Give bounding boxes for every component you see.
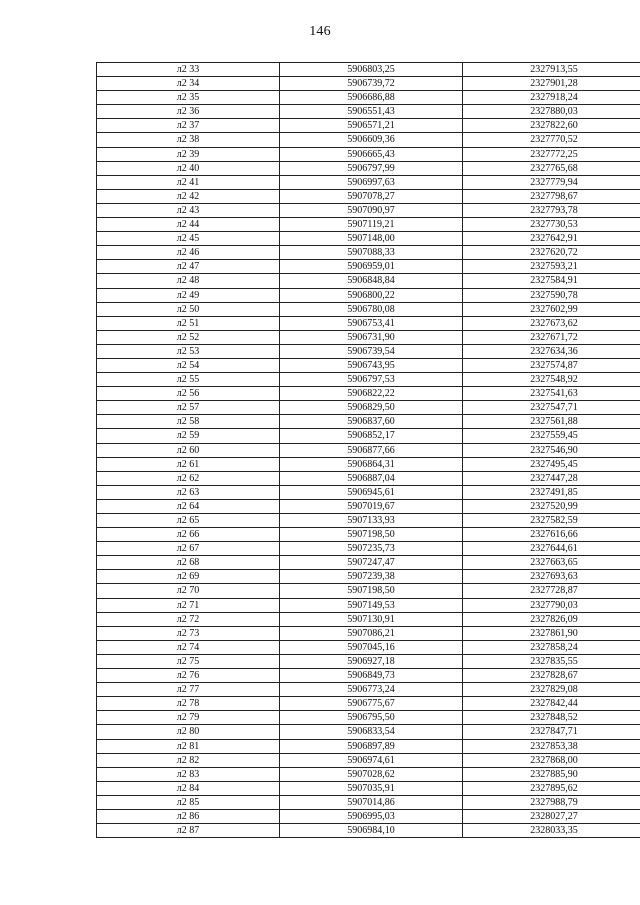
- y-coordinate-cell: 2327693,63: [463, 570, 640, 584]
- table-row: [97, 725, 640, 739]
- point-name-cell: л2 74: [97, 640, 280, 654]
- y-coordinate-cell: 2327730,53: [463, 218, 640, 232]
- point-name-cell: л2 51: [97, 316, 280, 330]
- point-name-cell: л2 64: [97, 499, 280, 513]
- x-coordinate-cell: 5906995,03: [280, 809, 463, 823]
- x-coordinate-cell: 5906849,73: [280, 669, 463, 683]
- table-row: [97, 429, 640, 443]
- page-number: 146: [309, 24, 331, 39]
- y-coordinate-cell: 2327548,92: [463, 373, 640, 387]
- y-coordinate-cell: 2327728,87: [463, 584, 640, 598]
- y-coordinate-cell: 2327546,90: [463, 443, 640, 457]
- y-coordinate-cell: 2327918,24: [463, 91, 640, 105]
- table-row: [97, 542, 640, 556]
- x-coordinate-cell: 5906731,90: [280, 330, 463, 344]
- table-row: [97, 91, 640, 105]
- table-row: [97, 189, 640, 203]
- point-name-cell: л2 69: [97, 570, 280, 584]
- coordinates-table: [96, 62, 640, 838]
- x-coordinate-cell: 5907148,00: [280, 232, 463, 246]
- y-coordinate-cell: 2327602,99: [463, 302, 640, 316]
- point-name-cell: л2 50: [97, 302, 280, 316]
- table-row: [97, 570, 640, 584]
- point-name-cell: л2 42: [97, 189, 280, 203]
- y-coordinate-cell: 2327793,78: [463, 203, 640, 217]
- table-row: [97, 119, 640, 133]
- x-coordinate-cell: 5907198,50: [280, 584, 463, 598]
- x-coordinate-cell: 5907133,93: [280, 514, 463, 528]
- y-coordinate-cell: 2327547,71: [463, 401, 640, 415]
- x-coordinate-cell: 5907247,47: [280, 556, 463, 570]
- table-row: [97, 514, 640, 528]
- table-row: [97, 133, 640, 147]
- y-coordinate-cell: 2327634,36: [463, 344, 640, 358]
- table-row: [97, 274, 640, 288]
- x-coordinate-cell: 5906897,89: [280, 739, 463, 753]
- table-row: [97, 288, 640, 302]
- y-coordinate-cell: 2327673,62: [463, 316, 640, 330]
- x-coordinate-cell: 5907198,50: [280, 528, 463, 542]
- table-row: [97, 77, 640, 91]
- table-row: [97, 232, 640, 246]
- y-coordinate-cell: 2327663,65: [463, 556, 640, 570]
- y-coordinate-cell: 2327644,61: [463, 542, 640, 556]
- table-row: [97, 175, 640, 189]
- point-name-cell: л2 76: [97, 669, 280, 683]
- x-coordinate-cell: 5907090,97: [280, 203, 463, 217]
- table-row: [97, 344, 640, 358]
- point-name-cell: л2 58: [97, 415, 280, 429]
- y-coordinate-cell: 2327913,55: [463, 63, 640, 77]
- point-name-cell: л2 53: [97, 344, 280, 358]
- table-row: [97, 612, 640, 626]
- coordinates-table-body: [97, 63, 640, 838]
- point-name-cell: л2 81: [97, 739, 280, 753]
- x-coordinate-cell: 5907019,67: [280, 499, 463, 513]
- table-row: [97, 654, 640, 668]
- x-coordinate-cell: 5906775,67: [280, 697, 463, 711]
- point-name-cell: л2 82: [97, 753, 280, 767]
- x-coordinate-cell: 5907088,33: [280, 246, 463, 260]
- point-name-cell: л2 35: [97, 91, 280, 105]
- point-name-cell: л2 38: [97, 133, 280, 147]
- point-name-cell: л2 61: [97, 457, 280, 471]
- table-row: [97, 824, 640, 838]
- table-row: [97, 147, 640, 161]
- y-coordinate-cell: 2327616,66: [463, 528, 640, 542]
- point-name-cell: л2 56: [97, 387, 280, 401]
- table-row: [97, 203, 640, 217]
- y-coordinate-cell: 2327671,72: [463, 330, 640, 344]
- point-name-cell: л2 66: [97, 528, 280, 542]
- x-coordinate-cell: 5907035,91: [280, 781, 463, 795]
- table-row: [97, 669, 640, 683]
- y-coordinate-cell: 2327790,03: [463, 598, 640, 612]
- y-coordinate-cell: 2327880,03: [463, 105, 640, 119]
- point-name-cell: л2 70: [97, 584, 280, 598]
- point-name-cell: л2 62: [97, 471, 280, 485]
- y-coordinate-cell: 2327772,25: [463, 147, 640, 161]
- table-row: [97, 753, 640, 767]
- table-row: [97, 246, 640, 260]
- x-coordinate-cell: 5907028,62: [280, 767, 463, 781]
- y-coordinate-cell: 2327582,59: [463, 514, 640, 528]
- point-name-cell: л2 55: [97, 373, 280, 387]
- x-coordinate-cell: 5906795,50: [280, 711, 463, 725]
- x-coordinate-cell: 5906609,36: [280, 133, 463, 147]
- x-coordinate-cell: 5906852,17: [280, 429, 463, 443]
- table-row: [97, 401, 640, 415]
- x-coordinate-cell: 5906822,22: [280, 387, 463, 401]
- x-coordinate-cell: 5906551,43: [280, 105, 463, 119]
- point-name-cell: л2 36: [97, 105, 280, 119]
- y-coordinate-cell: 2327826,09: [463, 612, 640, 626]
- table-row: [97, 443, 640, 457]
- point-name-cell: л2 37: [97, 119, 280, 133]
- table-row: [97, 260, 640, 274]
- y-coordinate-cell: 2327868,00: [463, 753, 640, 767]
- table-row: [97, 316, 640, 330]
- y-coordinate-cell: 2327541,63: [463, 387, 640, 401]
- table-row: [97, 358, 640, 372]
- table-row: [97, 218, 640, 232]
- x-coordinate-cell: 5906887,04: [280, 471, 463, 485]
- point-name-cell: л2 71: [97, 598, 280, 612]
- y-coordinate-cell: 2327822,60: [463, 119, 640, 133]
- y-coordinate-cell: 2327779,94: [463, 175, 640, 189]
- y-coordinate-cell: 2327861,90: [463, 626, 640, 640]
- y-coordinate-cell: 2327620,72: [463, 246, 640, 260]
- table-row: [97, 795, 640, 809]
- x-coordinate-cell: 5906665,43: [280, 147, 463, 161]
- y-coordinate-cell: 2327835,55: [463, 654, 640, 668]
- point-name-cell: л2 43: [97, 203, 280, 217]
- point-name-cell: л2 72: [97, 612, 280, 626]
- point-name-cell: л2 34: [97, 77, 280, 91]
- table-row: [97, 161, 640, 175]
- point-name-cell: л2 77: [97, 683, 280, 697]
- x-coordinate-cell: 5906797,99: [280, 161, 463, 175]
- y-coordinate-cell: 2327561,88: [463, 415, 640, 429]
- y-coordinate-cell: 2327491,85: [463, 485, 640, 499]
- x-coordinate-cell: 5906837,60: [280, 415, 463, 429]
- x-coordinate-cell: 5906997,63: [280, 175, 463, 189]
- point-name-cell: л2 59: [97, 429, 280, 443]
- table-row: [97, 626, 640, 640]
- y-coordinate-cell: 2327495,45: [463, 457, 640, 471]
- x-coordinate-cell: 5906739,54: [280, 344, 463, 358]
- point-name-cell: л2 83: [97, 767, 280, 781]
- y-coordinate-cell: 2327829,08: [463, 683, 640, 697]
- point-name-cell: л2 45: [97, 232, 280, 246]
- y-coordinate-cell: 2327895,62: [463, 781, 640, 795]
- table-row: [97, 697, 640, 711]
- y-coordinate-cell: 2327885,90: [463, 767, 640, 781]
- y-coordinate-cell: 2327847,71: [463, 725, 640, 739]
- x-coordinate-cell: 5907149,53: [280, 598, 463, 612]
- x-coordinate-cell: 5906864,31: [280, 457, 463, 471]
- x-coordinate-cell: 5907130,91: [280, 612, 463, 626]
- x-coordinate-cell: 5906848,84: [280, 274, 463, 288]
- table-row: [97, 781, 640, 795]
- y-coordinate-cell: 2327988,79: [463, 795, 640, 809]
- point-name-cell: л2 75: [97, 654, 280, 668]
- point-name-cell: л2 46: [97, 246, 280, 260]
- y-coordinate-cell: 2327770,52: [463, 133, 640, 147]
- point-name-cell: л2 68: [97, 556, 280, 570]
- point-name-cell: л2 54: [97, 358, 280, 372]
- y-coordinate-cell: 2328027,27: [463, 809, 640, 823]
- y-coordinate-cell: 2327842,44: [463, 697, 640, 711]
- table-row: [97, 499, 640, 513]
- x-coordinate-cell: 5907239,38: [280, 570, 463, 584]
- x-coordinate-cell: 5906803,25: [280, 63, 463, 77]
- x-coordinate-cell: 5906959,01: [280, 260, 463, 274]
- table-row: [97, 63, 640, 77]
- table-row: [97, 471, 640, 485]
- y-coordinate-cell: 2327858,24: [463, 640, 640, 654]
- x-coordinate-cell: 5906571,21: [280, 119, 463, 133]
- y-coordinate-cell: 2327765,68: [463, 161, 640, 175]
- x-coordinate-cell: 5906974,61: [280, 753, 463, 767]
- point-name-cell: л2 48: [97, 274, 280, 288]
- y-coordinate-cell: 2328033,35: [463, 824, 640, 838]
- point-name-cell: л2 67: [97, 542, 280, 556]
- point-name-cell: л2 52: [97, 330, 280, 344]
- point-name-cell: л2 85: [97, 795, 280, 809]
- x-coordinate-cell: 5906797,53: [280, 373, 463, 387]
- table-row: [97, 105, 640, 119]
- x-coordinate-cell: 5906829,50: [280, 401, 463, 415]
- point-name-cell: л2 84: [97, 781, 280, 795]
- y-coordinate-cell: 2327642,91: [463, 232, 640, 246]
- table-row: [97, 373, 640, 387]
- x-coordinate-cell: 5906743,95: [280, 358, 463, 372]
- x-coordinate-cell: 5906686,88: [280, 91, 463, 105]
- x-coordinate-cell: 5906780,08: [280, 302, 463, 316]
- table-row: [97, 457, 640, 471]
- y-coordinate-cell: 2327798,67: [463, 189, 640, 203]
- table-row: [97, 556, 640, 570]
- table-row: [97, 640, 640, 654]
- x-coordinate-cell: 5906773,24: [280, 683, 463, 697]
- table-row: [97, 485, 640, 499]
- table-row: [97, 739, 640, 753]
- point-name-cell: л2 80: [97, 725, 280, 739]
- x-coordinate-cell: 5906800,22: [280, 288, 463, 302]
- table-row: [97, 683, 640, 697]
- x-coordinate-cell: 5906833,54: [280, 725, 463, 739]
- y-coordinate-cell: 2327447,28: [463, 471, 640, 485]
- table-row: [97, 387, 640, 401]
- x-coordinate-cell: 5906984,10: [280, 824, 463, 838]
- x-coordinate-cell: 5907119,21: [280, 218, 463, 232]
- y-coordinate-cell: 2327559,45: [463, 429, 640, 443]
- point-name-cell: л2 86: [97, 809, 280, 823]
- point-name-cell: л2 41: [97, 175, 280, 189]
- point-name-cell: л2 33: [97, 63, 280, 77]
- point-name-cell: л2 44: [97, 218, 280, 232]
- table-row: [97, 767, 640, 781]
- point-name-cell: л2 47: [97, 260, 280, 274]
- point-name-cell: л2 49: [97, 288, 280, 302]
- x-coordinate-cell: 5907086,21: [280, 626, 463, 640]
- y-coordinate-cell: 2327593,21: [463, 260, 640, 274]
- point-name-cell: л2 65: [97, 514, 280, 528]
- table-row: [97, 711, 640, 725]
- point-name-cell: л2 78: [97, 697, 280, 711]
- point-name-cell: л2 79: [97, 711, 280, 725]
- point-name-cell: л2 60: [97, 443, 280, 457]
- point-name-cell: л2 39: [97, 147, 280, 161]
- table-row: [97, 302, 640, 316]
- x-coordinate-cell: 5907078,27: [280, 189, 463, 203]
- point-name-cell: л2 73: [97, 626, 280, 640]
- x-coordinate-cell: 5907014,86: [280, 795, 463, 809]
- x-coordinate-cell: 5907235,73: [280, 542, 463, 556]
- y-coordinate-cell: 2327574,87: [463, 358, 640, 372]
- point-name-cell: л2 57: [97, 401, 280, 415]
- x-coordinate-cell: 5906739,72: [280, 77, 463, 91]
- point-name-cell: л2 87: [97, 824, 280, 838]
- y-coordinate-cell: 2327828,67: [463, 669, 640, 683]
- x-coordinate-cell: 5906753,41: [280, 316, 463, 330]
- point-name-cell: л2 40: [97, 161, 280, 175]
- table-row: [97, 528, 640, 542]
- y-coordinate-cell: 2327848,52: [463, 711, 640, 725]
- table-row: [97, 415, 640, 429]
- point-name-cell: л2 63: [97, 485, 280, 499]
- x-coordinate-cell: 5906877,66: [280, 443, 463, 457]
- table-row: [97, 330, 640, 344]
- y-coordinate-cell: 2327520,99: [463, 499, 640, 513]
- y-coordinate-cell: 2327901,28: [463, 77, 640, 91]
- table-row: [97, 809, 640, 823]
- y-coordinate-cell: 2327590,78: [463, 288, 640, 302]
- y-coordinate-cell: 2327584,91: [463, 274, 640, 288]
- x-coordinate-cell: 5907045,16: [280, 640, 463, 654]
- table-row: [97, 584, 640, 598]
- table-row: [97, 598, 640, 612]
- x-coordinate-cell: 5906927,18: [280, 654, 463, 668]
- x-coordinate-cell: 5906945,61: [280, 485, 463, 499]
- y-coordinate-cell: 2327853,38: [463, 739, 640, 753]
